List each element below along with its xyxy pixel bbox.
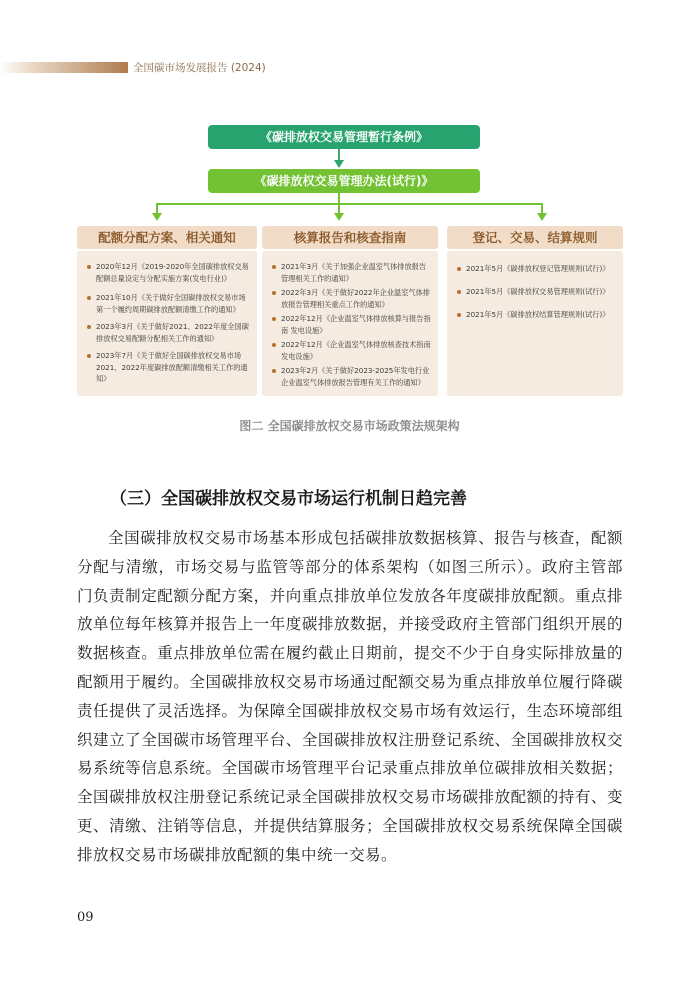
list-item: 2021年5月《碳排放权结算管理规则(试行)》 — [457, 309, 624, 321]
list-item: 2021年5月《碳排放权交易管理规则(试行)》 — [457, 286, 624, 298]
diagram-top-node: 《碳排放权交易管理暂行条例》 — [208, 125, 480, 149]
category-trading-list — [447, 251, 623, 396]
list-item: 2021年3月《关于加强企业温室气体排放报告管理相关工作的通知》 — [272, 261, 433, 284]
category-reporting-list — [262, 251, 438, 396]
diagram-second-node: 《碳排放权交易管理办法(试行)》 — [208, 169, 480, 193]
category-reporting-header: 核算报告和核查指南 — [262, 226, 438, 249]
list-item: 2023年2月《关于做好2023-2025年发电行业企业温室气体排放报告管理有关工作的通知》 — [272, 365, 433, 388]
list-item: 2023年3月《关于做好2021、2022年度全国碳排放权交易配额分配相关工作的通知》 — [87, 321, 251, 344]
connector-line — [338, 193, 340, 203]
arrow-down-icon — [334, 213, 344, 221]
running-header: 全国碳市场发展报告 (2024) — [133, 62, 266, 74]
list-item: 2022年12月《企业温室气体排放核算与报告指南 发电设施》 — [272, 313, 433, 336]
list-item: 2021年5月《碳排放权登记管理规则(试行)》 — [457, 263, 624, 275]
body-paragraph: 全国碳排放权交易市场基本形成包括碳排放数据核算、报告与核查，配额分配与清缴，市场交易与监管等部分的体系架构（如图三所示）。政府主管部门负责制定配额分配方案，并向重点排放单位发放各年度碳排放配额。重点排放单位每年核算并报告上一年度碳排放数据，并接受政府主管部门组织开展的数据核查。重点排放单位需在履约截止日期前，提交不少于自身实际排放量的配额用于履约。全国碳排放权交易市场通过配额交易为重点排放单位履行降碳责任提供了灵活选择。为保障全国碳排放权交易市场有效运行，生态环境部组织建立了全国碳市场管理平台、全国碳排放权注册登记系统、全国碳排放权交易系统等信息系统。全国碳市场管理平台记录重点排放单位碳排放相关数据；全国碳排放权注册登记系统记录全国碳排放权交易市场碳排放配额的持有、变更、清缴、注销等信息，并提供结算服务；全国碳排放权交易系统保障全国碳排放权交易市场碳排放配额的集中统一交易。 — [77, 529, 623, 864]
section-heading: （三）全国碳排放权交易市场运行机制日趋完善 — [110, 489, 467, 509]
arrow-down-icon — [152, 213, 162, 221]
connector-line — [156, 203, 543, 205]
list-item: 2021年10月《关于做好全国碳排放权交易市场第一个履约周期碳排放配额清缴工作的通知》 — [87, 292, 251, 315]
figure-caption: 图二 全国碳排放权交易市场政策法规架构 — [239, 419, 460, 433]
arrow-down-icon — [334, 160, 344, 168]
category-trading-header: 登记、交易、结算规则 — [447, 226, 623, 249]
category-quota-header: 配额分配方案、相关通知 — [77, 226, 257, 249]
arrow-down-icon — [537, 213, 547, 221]
category-quota-list — [77, 251, 257, 396]
list-item: 2023年7月《关于做好全国碳排放权交易市场2021、2022年度碳排放配额清缴相关工作的通知》 — [87, 350, 251, 385]
header-decor-bar — [0, 62, 128, 73]
list-item: 2022年12月《企业温室气体排放核查技术指南 发电设施》 — [272, 339, 433, 362]
list-item: 2022年3月《关于做好2022年企业温室气体排放报告管理相关重点工作的通知》 — [272, 287, 433, 310]
list-item: 2020年12月《2019-2020年全国碳排放权交易配额总量设定与分配实施方案(发电行业)》 — [87, 261, 251, 284]
page-number: 09 — [77, 910, 94, 925]
